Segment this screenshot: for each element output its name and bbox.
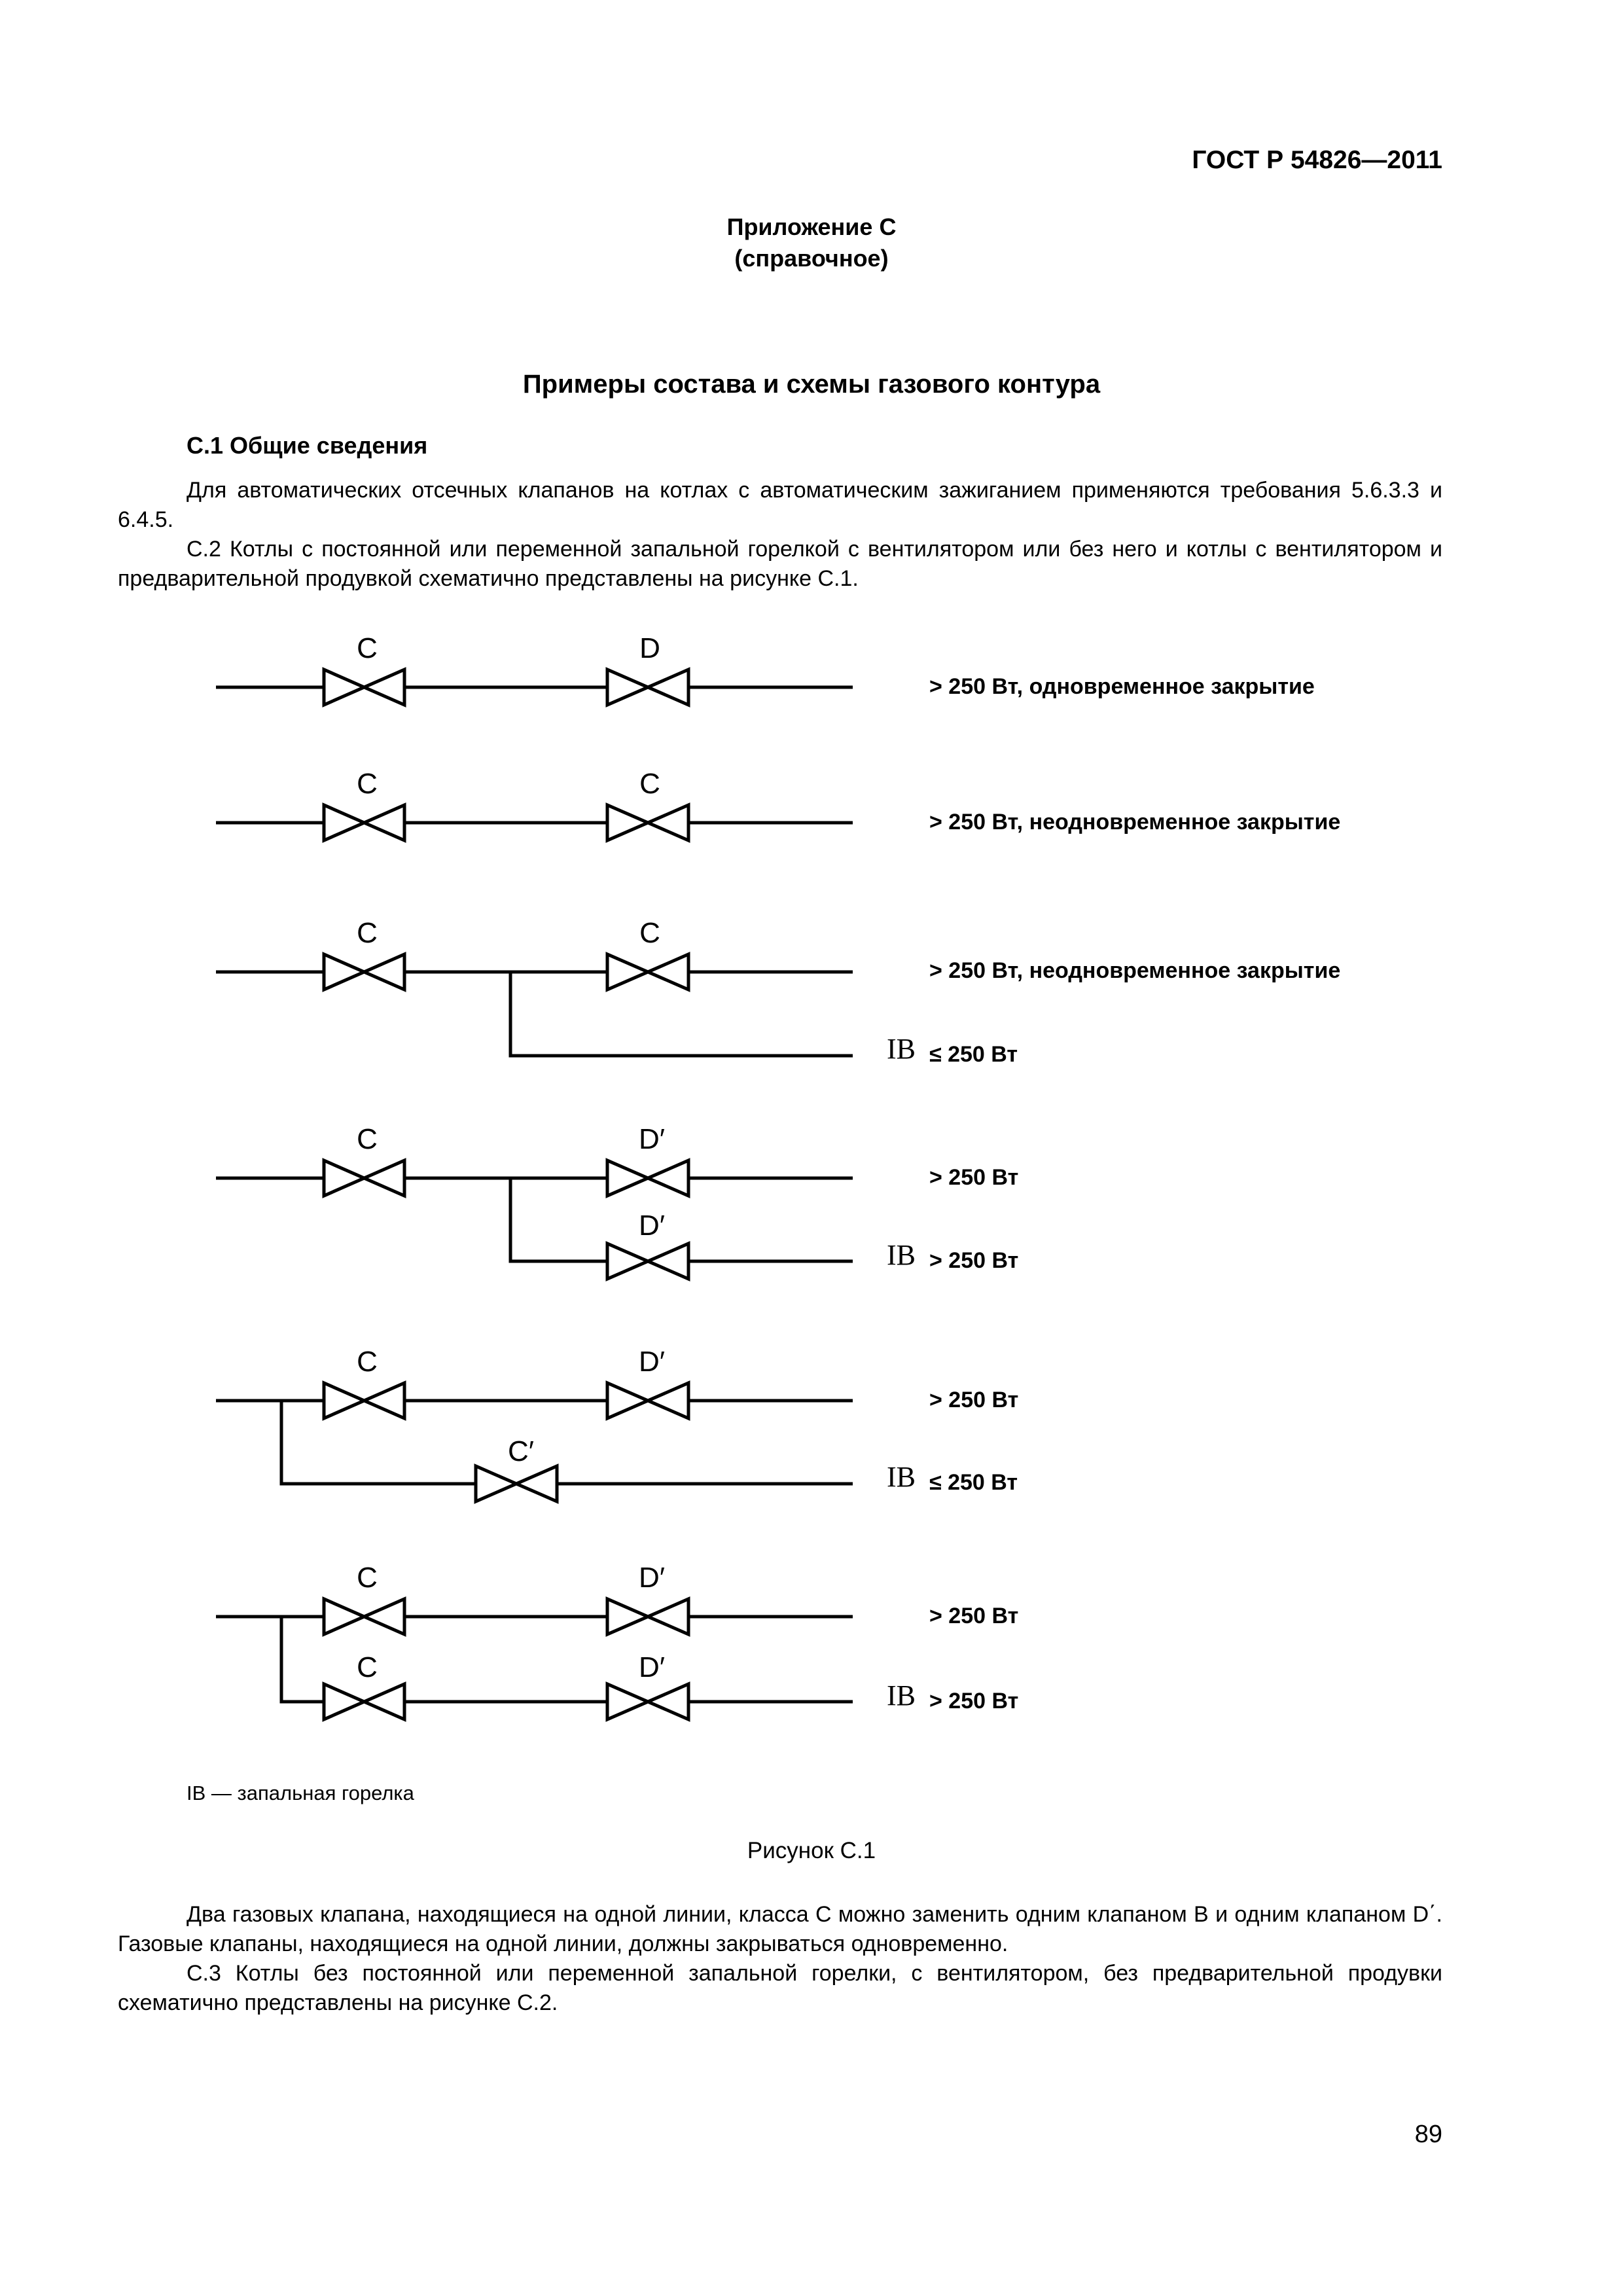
valve-icon — [324, 1599, 404, 1634]
page-title: Примеры состава и схемы газового контура — [522, 370, 1101, 399]
ib-label: IB — [887, 1239, 916, 1271]
valve-label: C — [639, 768, 660, 800]
standard-number: ГОСТ Р 54826—2011 — [1192, 146, 1442, 174]
valve-icon — [607, 805, 688, 840]
valve-label: D′ — [638, 1123, 666, 1155]
scheme-6 — [216, 1562, 1018, 1719]
valve-label: C — [357, 917, 378, 949]
valve-label: D′ — [638, 1346, 666, 1378]
scheme-5 — [216, 1346, 1018, 1501]
line-label: > 250 Вт, одновременное закрытие — [929, 674, 1315, 699]
valve-icon — [607, 954, 688, 990]
line-label: > 250 Вт — [929, 1248, 1019, 1273]
valve-label: C — [639, 917, 660, 949]
page-number: 89 — [1414, 2121, 1442, 2148]
valve-label: D′ — [638, 1651, 666, 1683]
valve-label: D′ — [638, 1210, 666, 1242]
valve-label: C — [357, 632, 378, 664]
paragraph-c3: С.3 Котлы без постоянной или переменной запальной горелки, с вентилятором, без предварительной продувки схематично представлены на рисунке С.2. — [118, 1961, 1442, 2015]
valve-icon — [607, 1684, 688, 1719]
ib-label: IB — [887, 1679, 916, 1712]
valve-label: D — [639, 632, 660, 664]
valve-icon — [607, 1383, 688, 1418]
line-label: ≤ 250 Вт — [929, 1042, 1018, 1067]
valve-icon — [607, 1599, 688, 1634]
valve-label: C′ — [507, 1435, 535, 1467]
line-label: > 250 Вт — [929, 1388, 1019, 1412]
line-label: > 250 Вт — [929, 1165, 1019, 1190]
section-heading: С.1 Общие сведения — [187, 432, 428, 459]
valve-label: C — [357, 768, 378, 800]
valve-icon — [324, 954, 404, 990]
valve-icon — [476, 1466, 557, 1501]
valve-icon — [324, 805, 404, 840]
line-label: > 250 Вт — [929, 1689, 1019, 1713]
paragraph-c1: Для автоматических отсечных клапанов на котлах с автоматическим зажиганием применяются требования 5.6.3.3 и 6.4.5. — [118, 478, 1442, 532]
scheme-2 — [216, 768, 1340, 840]
valve-icon — [324, 670, 404, 705]
line-label: > 250 Вт, неодновременное закрытие — [929, 810, 1341, 834]
valve-icon — [607, 1244, 688, 1279]
ib-label: IB — [887, 1461, 916, 1493]
scheme-4 — [216, 1123, 1018, 1279]
valve-label: D′ — [638, 1562, 666, 1594]
valve-icon — [324, 1383, 404, 1418]
figure-legend: IB — запальная горелка — [187, 1782, 414, 1804]
line-label: ≤ 250 Вт — [929, 1470, 1018, 1495]
valve-label: C — [357, 1651, 378, 1683]
line-label: > 250 Вт — [929, 1604, 1019, 1628]
valve-icon — [607, 1160, 688, 1196]
annex-type: (справочное) — [734, 245, 889, 272]
figure-caption: Рисунок С.1 — [747, 1838, 876, 1863]
line-label: > 250 Вт, неодновременное закрытие — [929, 958, 1341, 983]
scheme-3 — [216, 917, 1340, 1067]
valve-icon — [324, 1684, 404, 1719]
annex-title: Приложение С — [726, 213, 897, 240]
valve-label: C — [357, 1562, 378, 1594]
paragraph-c2: С.2 Котлы с постоянной или переменной запальной горелкой с вентилятором или без него и котлы с вентилятором и предварительной продувкой схематично представлены на рисунке С.1. — [118, 537, 1442, 591]
paragraph-valves: Два газовых клапана, находящиеся на одной линии, класса С можно заменить одним клапаном В и одним клапаном D΄. Газовые клапаны, находящиеся на одной линии, должны закрываться одновременно. — [118, 1902, 1442, 1956]
valve-icon — [607, 670, 688, 705]
ib-label: IB — [887, 1033, 916, 1065]
valve-icon — [324, 1160, 404, 1196]
scheme-1 — [216, 632, 1315, 705]
valve-label: C — [357, 1123, 378, 1155]
valve-label: C — [357, 1346, 378, 1378]
